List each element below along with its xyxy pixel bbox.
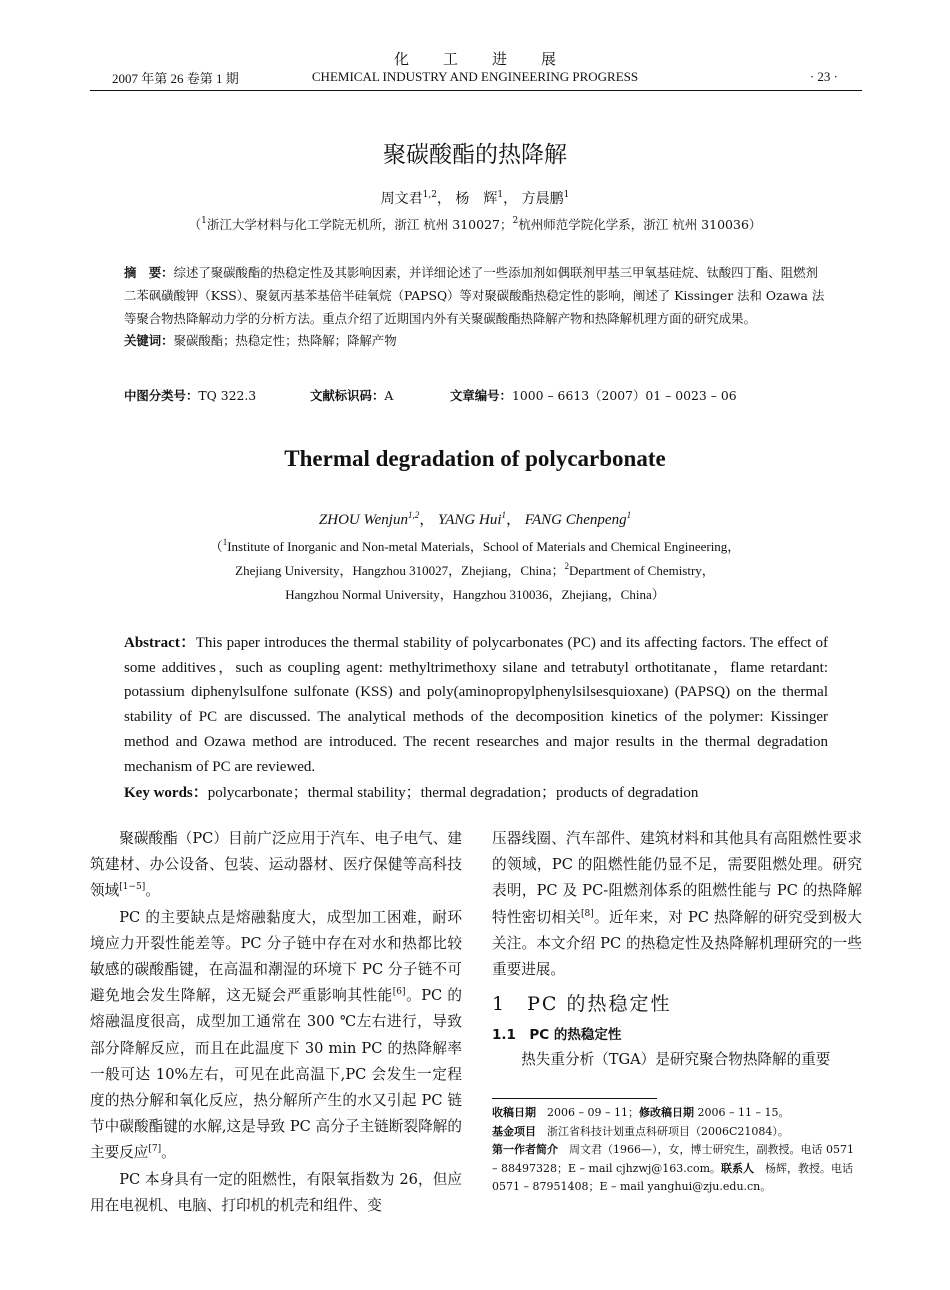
author-affil-mark: 1 — [563, 190, 570, 200]
affiliation-cn: （$^1$浙江大学材料与化工学院无机所，浙江 杭州 310027；$^2$杭州师范学院化学系，浙江 杭州 310036） — [188, 216, 762, 232]
keywords-en — [124, 781, 698, 802]
authors-en: ZHOU Wenjun$^{1,2}$， YANG Hui$^1$， FANG Chenpeng$^1$ — [318, 510, 632, 528]
paper-title-cn: 聚碳酸酯的热降解 — [383, 142, 567, 168]
abstract-en-label: Abstract： — [124, 635, 196, 651]
keywords-cn-label: 关键词： — [124, 333, 174, 349]
author-separator: ， — [503, 191, 518, 207]
paragraph: 热失重分析（TGA）是研究聚合物热降解的重要 — [521, 1051, 831, 1069]
page-number: · 23 · — [809, 69, 838, 84]
affiliation-en: （$^1$Institute of Inorganic and Non-metal Materials，School of Materials and Chemical Engineering， Zhejiang University，Hangzhou 310027，Zhejiang，China；$^2$Department of Chemistry， Hangzhou Normal University，Hangzhou 310036，Zhejiang，China） — [209, 537, 741, 602]
author-affil-mark: 1,2 — [422, 190, 437, 200]
header-rule — [90, 90, 862, 91]
author-name: FANG Chenpeng — [524, 512, 627, 528]
author-name: 杨 辉 — [455, 191, 498, 207]
abstract-en-text: This paper introduces the thermal stability of polycarbonates (PC) and its affecting factors. The effect of some additives，such as coupling agent: methyltrimethoxy silane and tetrabutyl orthotitanate，flame retardant: potassium diphenylsulfone sulfonate (KSS) and poly(aminopropylphenylsilsesquioxane) (PAPSQ) on the thermal stability of PC are discussed. The analytical methods of the decomposition kinetics of the polymer: Kissinger method and Ozawa method are introduced. The recent researches and major results in the thermal degradation mechanism of PC are reviewed. — [124, 635, 828, 775]
author-name: 方晨鹏 — [521, 191, 564, 207]
abstract-cn — [124, 262, 830, 353]
keywords-en-text: polycarbonate；thermal stability；thermal degradation；products of degradation — [207, 785, 699, 801]
author-name: 周文君 — [380, 191, 423, 207]
author-name: YANG Hui — [437, 512, 502, 528]
abstract-cn-label: 摘 要： — [124, 265, 174, 280]
paragraph: 压器线圈、汽车部件、建筑材料和其他具有高阻燃性要求的领域，PC 的阻燃性能仍显不足，需要阻燃处理。研究表明，PC 及 PC-阻燃剂体系的阻燃性能与 PC 的热降解特性密切相关[8]。近年来，对 PC 热降解的研究受到极大关注。本文介绍 PC 的热稳定性及热降解机理研究的一些重要进展。 — [492, 830, 862, 979]
subsection-heading: 1.1 PC 的热稳定性 — [492, 1027, 622, 1044]
author-name: ZHOU Wenjun — [318, 512, 408, 528]
keywords-cn-text: 聚碳酸酯；热稳定性；热降解；降解产物 — [173, 333, 397, 349]
section-heading: 1 PC 的热稳定性 — [492, 993, 672, 1016]
author-affil-mark: 1 — [497, 190, 504, 200]
classification-line: 中图分类号：TQ 322.3 文献标识码：A 文章编号：1000 – 6613（2007）01 – 0023 – 06 — [124, 388, 737, 403]
paragraph: PC 的主要缺点是熔融黏度大，成型加工困难，耐环境应力开裂性能差等。PC 分子链中存在对水和热都比较敏感的碳酸酯键，在高温和潮湿的环境下 PC 分子链不可避免地会发生降解，这无疑会严重影响其性能[6]。PC 的熔融温度很高，成型加工通常在 300 ℃左右进行，导致部分降解反应，而且在此温度下 30 min PC 的热降解率一般可达 10%左右，可见在此高温下,PC 会发生一定程度的热分解和氧化反应，热分解所产生的水又引起 PC 链节中碳酸酯键的水解,这是导致 PC 高分子主链断裂降解的主要反应[7]。 — [90, 908, 462, 1162]
footnote-rule — [492, 1098, 657, 1099]
authors-cn — [0, 188, 950, 208]
abstract-cn-text: 综述了聚碳酸酯的热稳定性及其影响因素，并详细论述了一些添加剂如偶联剂甲基三甲氧基硅烷、钛酸四丁酯、阻燃剂二苯砜磺酸钾（KSS）、聚氨丙基苯基倍半硅氧烷（PAPSQ）等对聚碳酸酯热稳定性的影响，阐述了 Kissinger 法和 Ozawa 法等聚合物热降解动力学的分析方法。重点介绍了近期国内外有关聚碳酸酯热降解产物和热降解机理方面的研究成果。 — [124, 265, 825, 326]
paper-title-en: Thermal degradation of polycarbonate — [284, 446, 666, 471]
body-column-left — [90, 826, 462, 1219]
journal-title-cn: 化工进展 — [393, 50, 590, 68]
issue-info: 2007 年第 26 卷第 1 期 — [112, 71, 239, 86]
paragraph: 聚碳酸酯（PC）目前广泛应用于汽车、电子电气、建筑建材、办公设备、包装、运动器材、医疗保健等高科技领域[1−5]。 — [90, 830, 462, 900]
body-column-right — [492, 826, 862, 1073]
keywords-en-label: Key words： — [124, 785, 208, 801]
abstract-en — [124, 631, 828, 779]
footnote: 收稿日期 2006 – 09 – 11；修改稿日期 2006 – 11 – 15。 基金项目 浙江省科技计划重点科研项目（2006C21084）。 第一作者简介 周文君（1966—），女，博士研究生，副教授。电话 0571 – 88497328；E – mail cjhzwj@163.com。联系人 杨辉，教授。电话 0571 – 87951408；E – mail yanghui@zju.edu.cn。 — [492, 1106, 854, 1194]
author-separator: ， — [436, 191, 451, 207]
paragraph: PC 本身具有一定的阻燃性，有限氧指数为 26，但应用在电视机、电脑、打印机的机壳和组件、变 — [90, 1170, 462, 1214]
journal-title-en: CHEMICAL INDUSTRY AND ENGINEERING PROGRESS — [311, 69, 639, 84]
